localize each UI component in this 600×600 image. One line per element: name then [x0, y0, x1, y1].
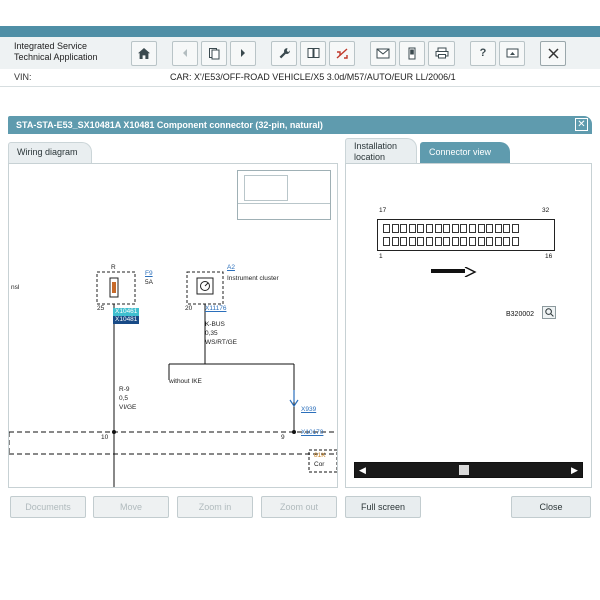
- magnify-icon[interactable]: [542, 306, 556, 319]
- print-icon[interactable]: [428, 41, 455, 66]
- connector-pin: [443, 224, 450, 233]
- connector-pin: [435, 237, 442, 246]
- zoom-in-button[interactable]: Zoom in: [177, 496, 253, 518]
- connector-pin: [486, 237, 493, 246]
- mail-icon[interactable]: [370, 41, 396, 66]
- connector-tag-1[interactable]: X10461: [115, 308, 138, 315]
- pin-number-bottom-left: 1: [379, 253, 383, 260]
- connector-pin: [512, 237, 519, 246]
- connector-pin: [417, 237, 424, 246]
- cluster-connector-label[interactable]: X11176: [205, 305, 227, 312]
- back-icon[interactable]: [172, 41, 198, 66]
- close-icon[interactable]: [540, 41, 566, 66]
- help-icon[interactable]: ?: [470, 41, 496, 66]
- fuse-top-label: R: [111, 264, 116, 271]
- car-info: CAR: X'/E53/OFF-ROAD VEHICLE/X5 3.0d/M57/AUTO/EUR LL/2006/1: [170, 72, 456, 82]
- close-button[interactable]: Close: [511, 496, 591, 518]
- link-x939[interactable]: X939: [301, 406, 317, 413]
- connector-housing: [377, 219, 555, 251]
- scrollbar-thumb[interactable]: [459, 465, 469, 475]
- connector-pin: [495, 224, 502, 233]
- left-wire-color-label: R-9: [119, 386, 130, 393]
- fuse-pin-label: 25: [97, 305, 105, 312]
- bottom-right-pin-label: 9: [281, 434, 285, 441]
- connector-pin: [417, 224, 424, 233]
- left-wire-color2-label: VI/GE: [119, 404, 137, 411]
- diagram-thumbnail-inner: [244, 175, 288, 201]
- documents-button[interactable]: Documents: [10, 496, 86, 518]
- documents-icon[interactable]: [300, 41, 326, 66]
- connector-pin: [400, 224, 407, 233]
- minimize-icon[interactable]: [499, 41, 525, 66]
- connector-pin: [452, 224, 459, 233]
- pin-number-top-left: 17: [379, 207, 387, 214]
- wrench-icon[interactable]: [271, 41, 297, 66]
- link-x10170[interactable]: X10170: [301, 429, 324, 436]
- corner-label-2: Cor: [314, 461, 325, 468]
- connector-view-panel[interactable]: [345, 163, 592, 488]
- app-title: [14, 41, 134, 63]
- connector-pin: [392, 237, 399, 246]
- fuse-code-label[interactable]: F9: [145, 270, 153, 277]
- connector-pin: [383, 224, 390, 233]
- pin-row-top: [383, 224, 519, 233]
- diagram-thumbnail-divider: [238, 203, 330, 204]
- wiring-icon[interactable]: [329, 41, 355, 66]
- wiring-diagram-canvas: [9, 164, 337, 487]
- full-screen-button[interactable]: Full screen: [345, 496, 421, 518]
- scroll-right-icon[interactable]: ▶: [571, 464, 578, 475]
- cluster-ref-label[interactable]: A2: [227, 264, 235, 271]
- vin-label: VIN:: [14, 72, 32, 82]
- app-title-line2: Technical Application: [14, 52, 98, 62]
- corner-label-1: 81K: [314, 452, 326, 459]
- component-close-icon[interactable]: ✕: [575, 118, 588, 131]
- top-accent-bar: [0, 26, 600, 37]
- tab-connector-view[interactable]: Connector view: [420, 142, 510, 164]
- component-title: STA-STA-E53_SX10481A X10481 Component connector (32-pin, natural): [16, 120, 323, 130]
- move-button[interactable]: Move: [93, 496, 169, 518]
- connector-pin: [460, 224, 467, 233]
- zoom-out-button[interactable]: Zoom out: [261, 496, 337, 518]
- scroll-left-icon[interactable]: ◀: [359, 464, 366, 475]
- connector-pin: [452, 237, 459, 246]
- device-icon[interactable]: [399, 41, 425, 66]
- connector-pin: [512, 224, 519, 233]
- connector-pin: [460, 237, 467, 246]
- left-wire-gauge-label: 0,5: [119, 395, 129, 402]
- connector-pin: [478, 237, 485, 246]
- connector-pin: [495, 237, 502, 246]
- horizontal-scrollbar[interactable]: [354, 462, 583, 478]
- bus-gauge-label: 0,35: [205, 330, 218, 337]
- diagram-thumbnail[interactable]: [237, 170, 331, 220]
- connector-pin: [469, 224, 476, 233]
- connector-pin: [426, 224, 433, 233]
- connector-pin: [503, 224, 510, 233]
- connector-pin: [478, 224, 485, 233]
- pin-row-bottom: [383, 237, 519, 246]
- tab-installation-line2: location: [354, 152, 386, 162]
- connector-pin: [426, 237, 433, 246]
- connector-pin: [469, 237, 476, 246]
- image-code-label: B320002: [506, 311, 535, 318]
- cluster-pin-label: 20: [185, 305, 193, 312]
- bus-name-label: K-BUS: [205, 321, 225, 328]
- connector-pin: [409, 224, 416, 233]
- top-strip: [0, 0, 600, 38]
- bus-color-label: WS/RT/GE: [205, 339, 238, 346]
- toolbar: [131, 38, 566, 68]
- copy-page-icon[interactable]: [201, 41, 227, 66]
- vin-row: [0, 69, 600, 87]
- connector-pin: [383, 237, 390, 246]
- pin-number-bottom-right: 16: [545, 253, 553, 260]
- component-title-band: [8, 116, 592, 134]
- forward-icon[interactable]: [230, 41, 256, 66]
- connector-pin: [435, 224, 442, 233]
- without-ike-label: without IKE: [169, 378, 202, 385]
- fuse-amp-label: 5A: [145, 279, 153, 286]
- connector-pin: [400, 237, 407, 246]
- cluster-name-label: Instrument cluster: [227, 275, 279, 282]
- connector-pin: [503, 237, 510, 246]
- bottom-left-pin-label: 10: [101, 434, 109, 441]
- connector-keyway-arrow: [431, 267, 477, 277]
- connector-pin: [443, 237, 450, 246]
- tab-installation-location[interactable]: [345, 138, 417, 164]
- connector-tag-2[interactable]: X10481: [115, 316, 138, 323]
- home-icon[interactable]: [131, 41, 157, 66]
- tab-installation-line1: Installation: [354, 141, 398, 151]
- connector-pin: [392, 224, 399, 233]
- connector-pin: [486, 224, 493, 233]
- wiring-diagram-panel[interactable]: [8, 163, 338, 488]
- tab-wiring-diagram[interactable]: Wiring diagram: [8, 142, 92, 164]
- left-edge-label: nsl: [11, 284, 20, 291]
- connector-pin: [409, 237, 416, 246]
- app-title-line1: Integrated Service: [14, 41, 88, 51]
- pin-number-top-right: 32: [542, 207, 550, 214]
